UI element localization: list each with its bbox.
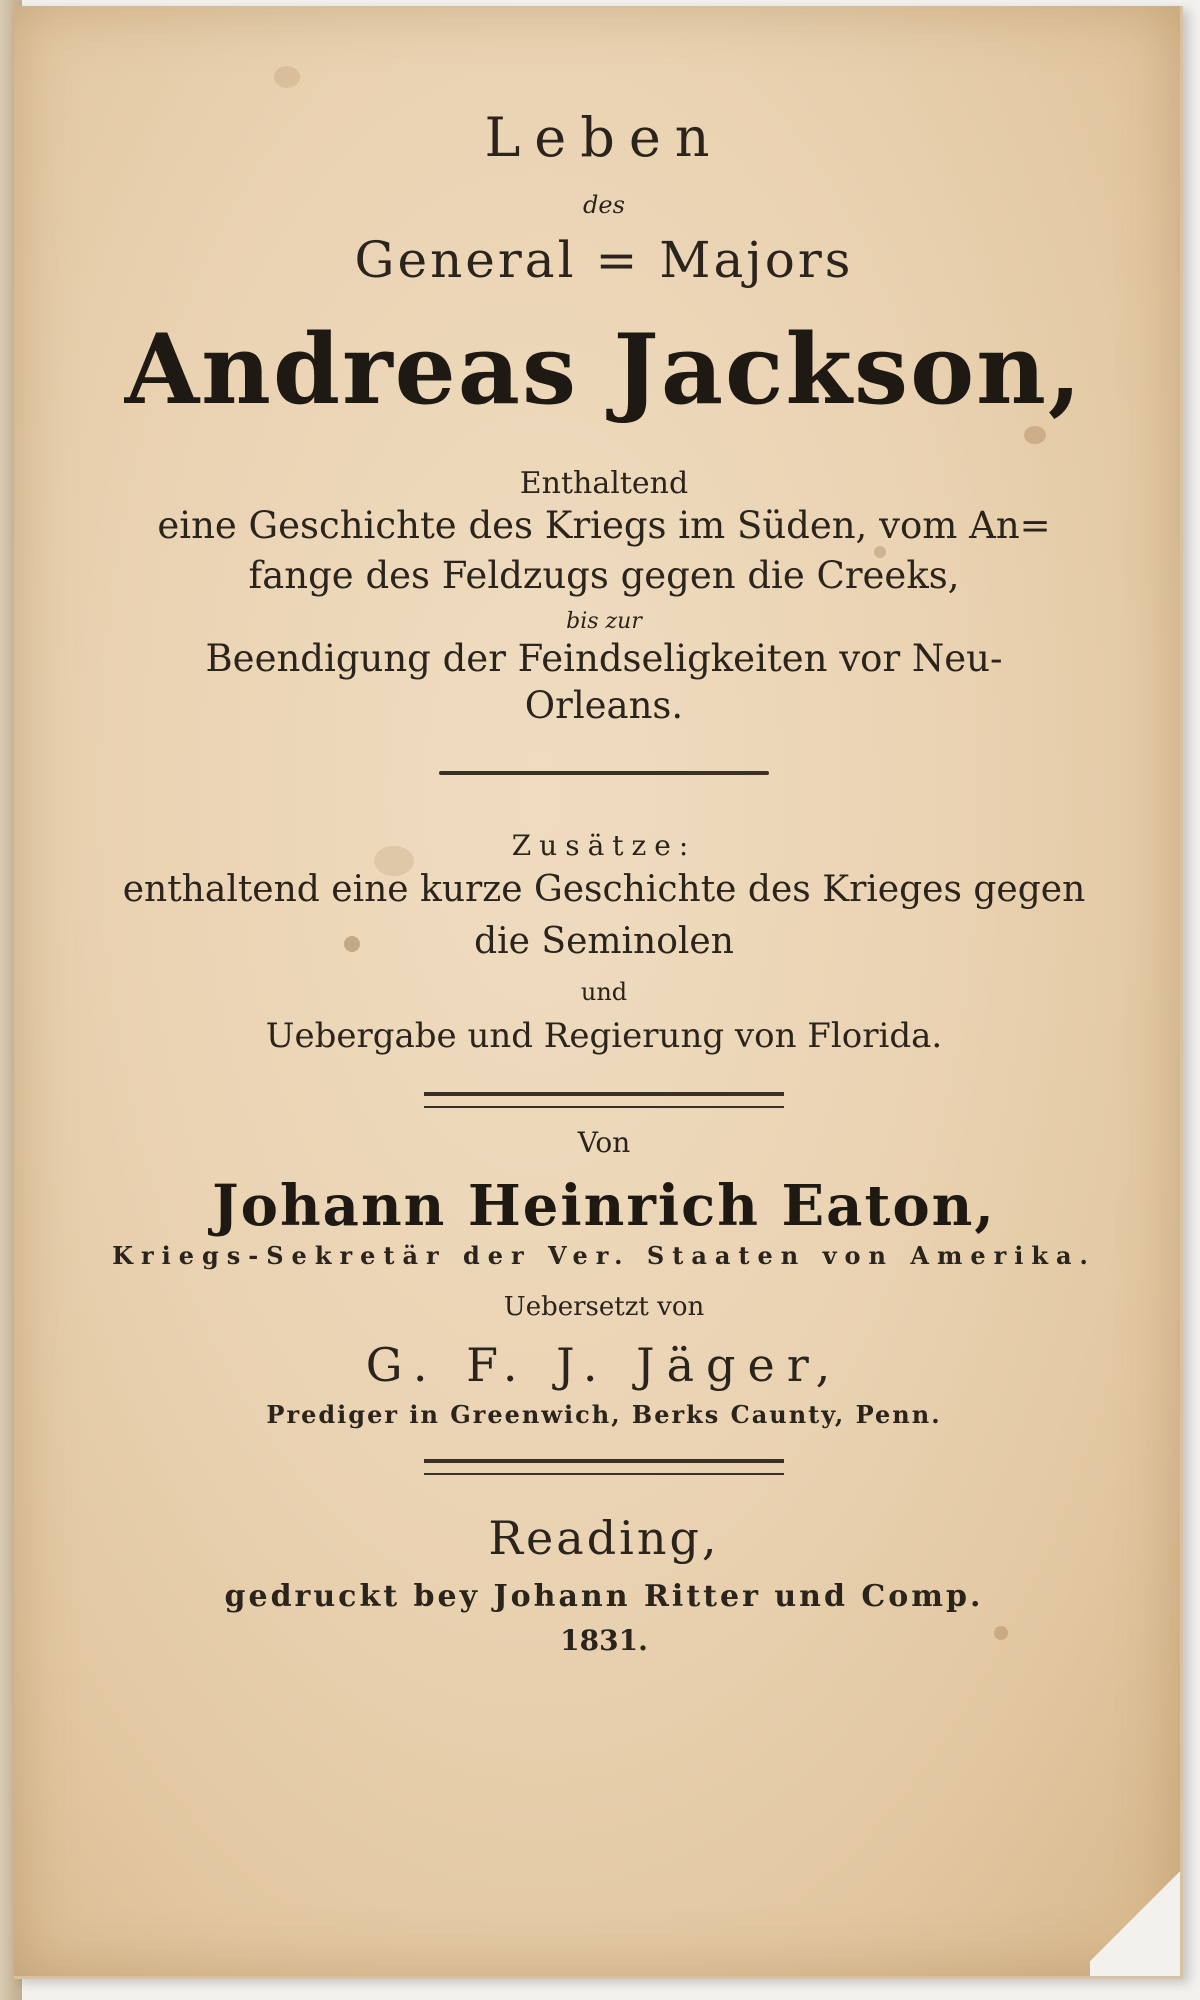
double-rule — [424, 1092, 784, 1108]
ornamental-rule — [439, 771, 769, 775]
von-label: Von — [577, 1126, 631, 1159]
uebergabe-line: Uebergabe und Regierung von Florida. — [265, 1016, 943, 1056]
article-des: des — [583, 191, 625, 219]
bis-zur-label: bis zur — [566, 609, 642, 634]
zusaetze-heading: Zusätze: — [511, 829, 697, 862]
ending-line-1: Beendigung der Feindseligkeiten vor Neu- — [205, 637, 1003, 680]
author-name: Johann Heinrich Eaton, — [212, 1173, 996, 1239]
title-page — [14, 6, 1183, 1979]
addition-line-2: die Seminolen — [474, 921, 734, 962]
imprint-printer: gedruckt bey Johann Ritter und Comp. — [224, 1579, 984, 1614]
translated-by-label: Uebersetzt von — [503, 1292, 705, 1322]
imprint-place: Reading, — [488, 1511, 720, 1565]
author-title: Kriegs-Sekretär der Ver. Staaten von Amerika. — [112, 1241, 1096, 1270]
description-line-1: eine Geschichte des Kriegs im Süden, vom An= — [157, 504, 1051, 547]
double-rule — [424, 1459, 784, 1475]
translator-title: Prediger in Greenwich, Berks Caunty, Penn. — [266, 1400, 942, 1429]
title-word: Leben — [484, 106, 724, 169]
enthaltend-label: Enthaltend — [519, 466, 689, 501]
title-page-text — [94, 86, 1114, 1657]
addition-line-1: enthaltend eine kurze Geschichte des Krieges gegen — [122, 869, 1086, 910]
subject-rank: General = Majors — [354, 231, 854, 289]
worn-page-corner — [1090, 1856, 1180, 1976]
und-label: und — [580, 978, 628, 1006]
description-line-2: fange des Feldzugs gegen die Creeks, — [248, 554, 960, 597]
foxing-stain — [274, 66, 300, 88]
imprint-year: 1831. — [560, 1624, 648, 1657]
subject-name: Andreas Jackson, — [124, 313, 1084, 426]
ending-line-2: Orleans. — [524, 684, 684, 727]
translator-name: G. F. J. Jäger, — [365, 1338, 843, 1392]
